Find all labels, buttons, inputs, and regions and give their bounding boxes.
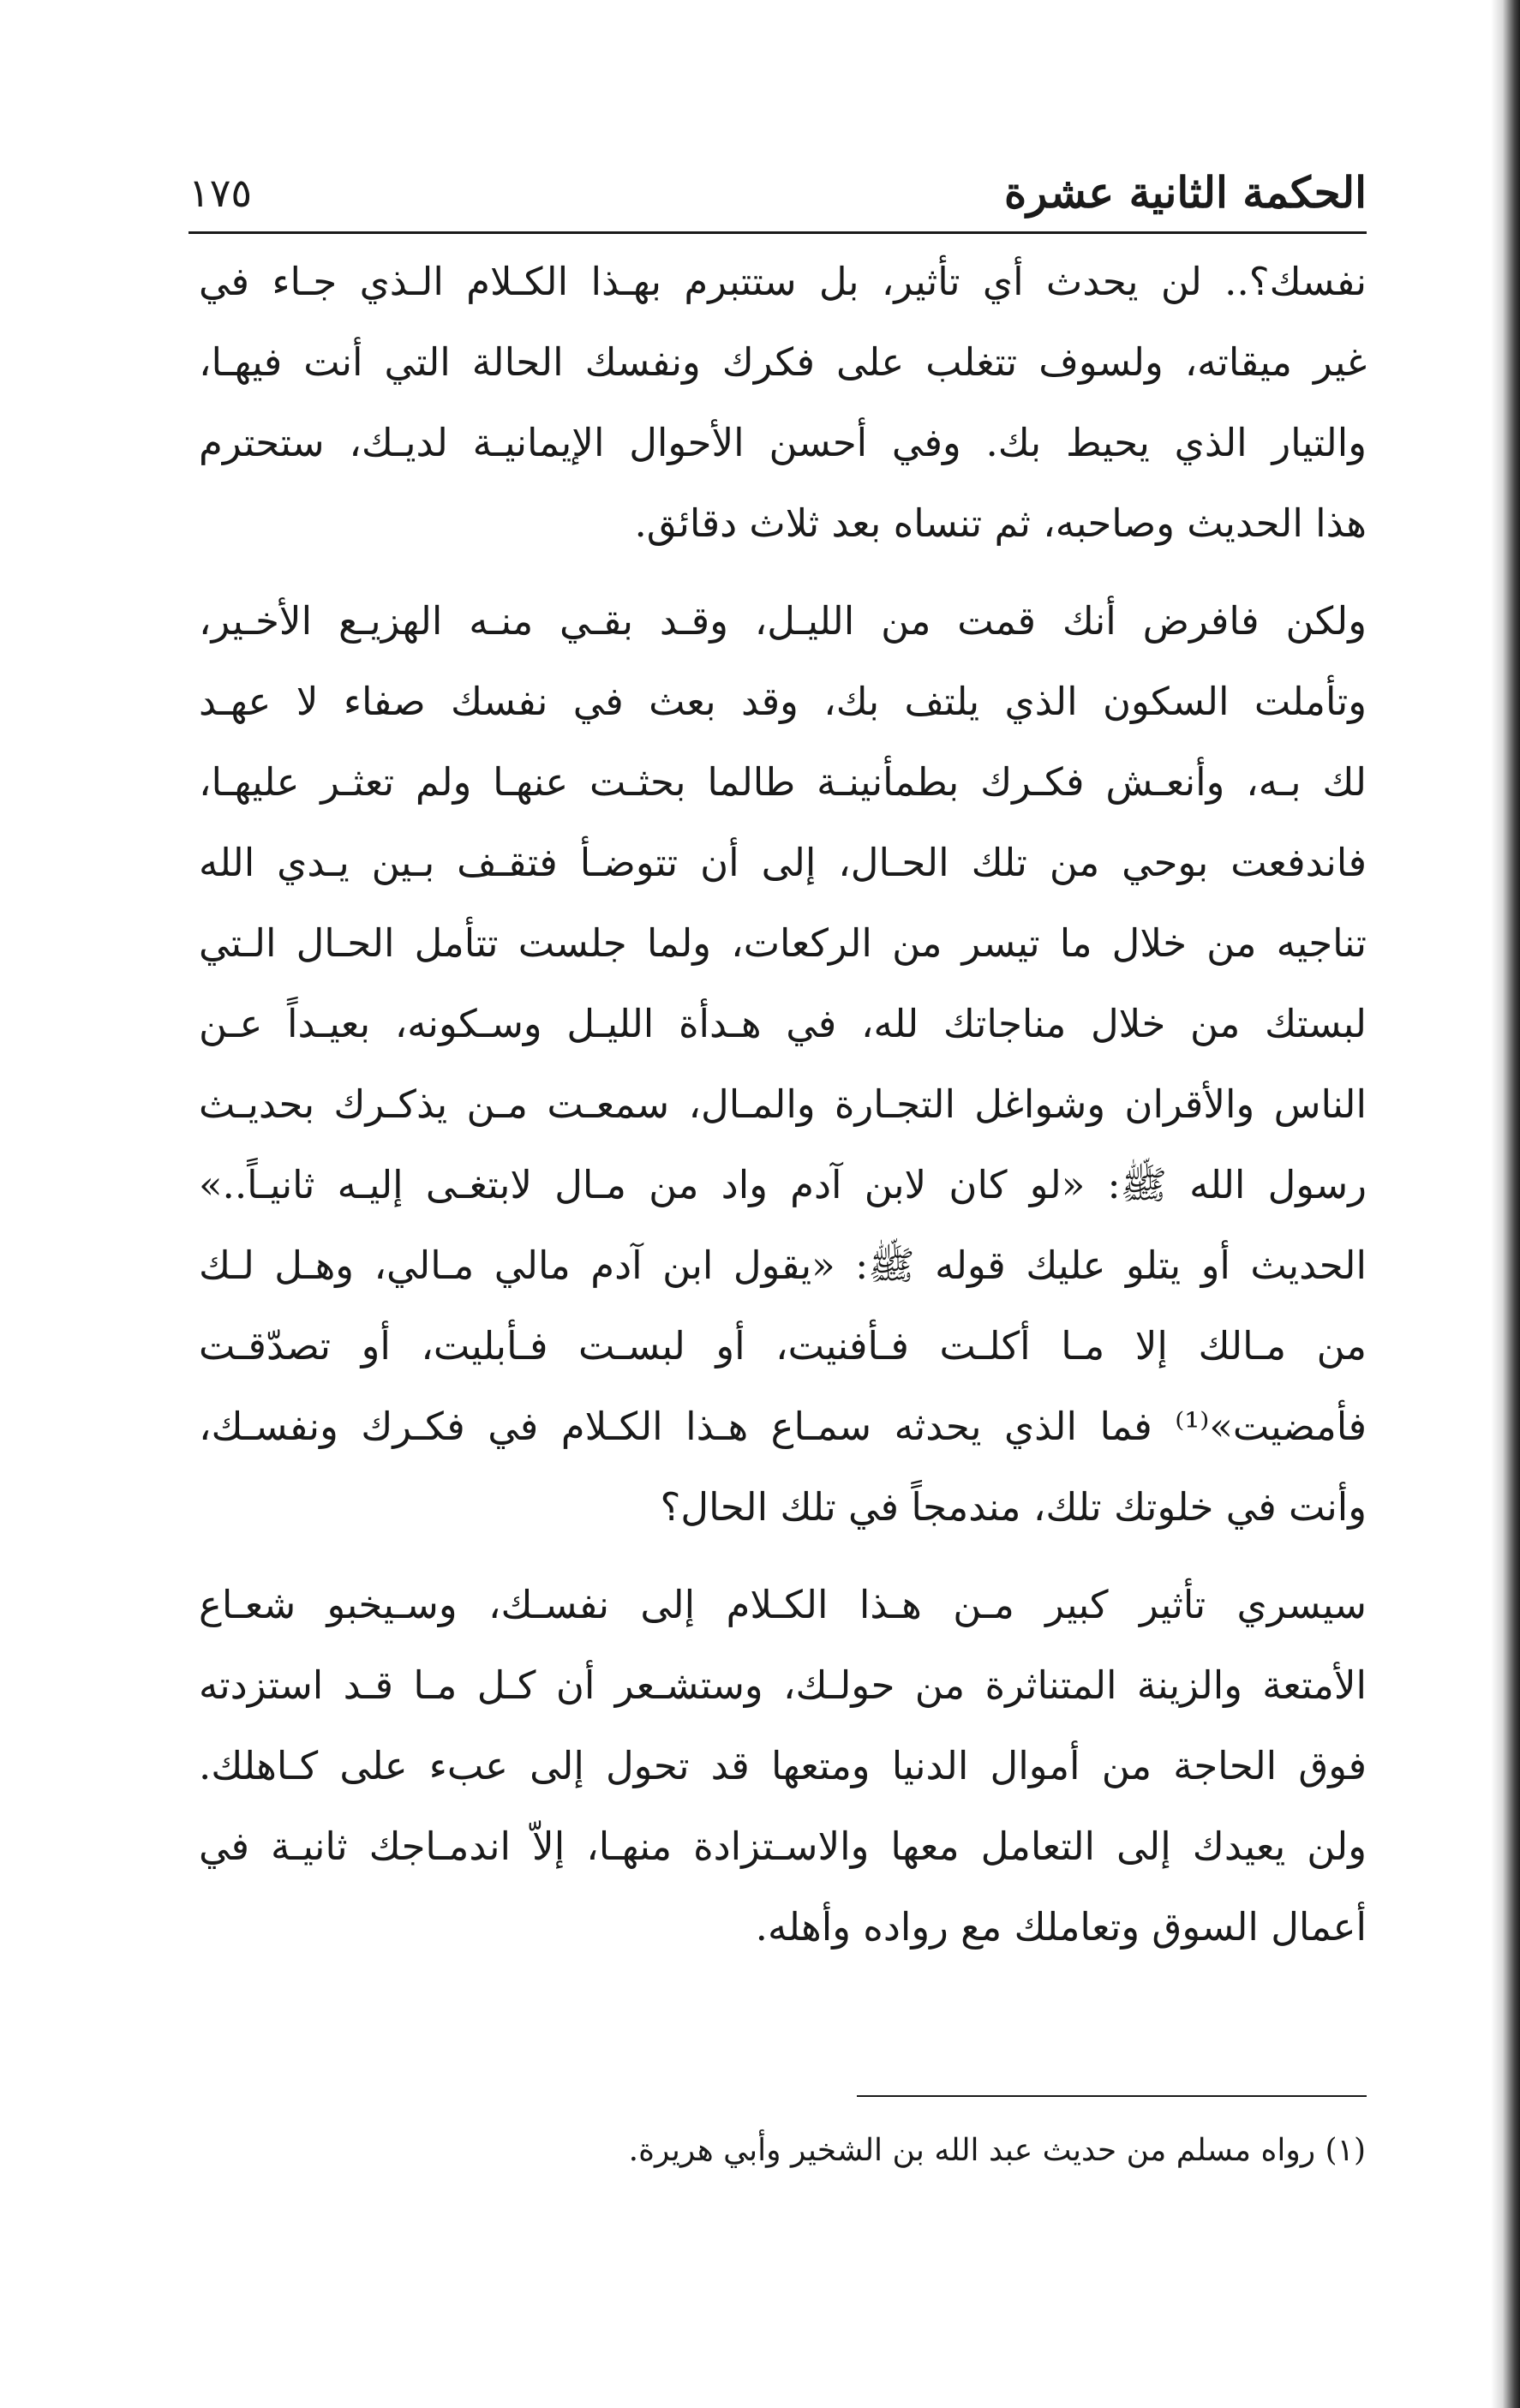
paragraph-2 xyxy=(199,581,1367,1548)
chapter-title: الحكمة الثانية عشرة xyxy=(1003,167,1367,218)
text-line: نفسك؟.. لن يحدث أي تأثير، بل ستتبرم بهـذا الكـلام الـذي جـاء في xyxy=(199,259,1367,304)
text-line: رسول الله ﷺ: «لو كان لابن آدم واد من مـال لابتغـى إليـه ثانيـاً..» xyxy=(199,1162,1367,1207)
text-line: تناجيه من خلال ما تيسر من الركعات، ولما جلست تتأمل الحـال الـتي xyxy=(199,920,1367,966)
text-line: والتيار الذي يحيط بك. وفي أحسن الأحوال الإيمانيـة لديـك، ستحترم xyxy=(199,420,1367,465)
text-line: وتأملت السكون الذي يلتف بك، وقد بعث في نفسك صفاء لا عهـد xyxy=(199,679,1367,724)
text-line: سيسري تأثير كبير مـن هـذا الكـلام إلى نفسـك، وسـيخبو شعـاع xyxy=(199,1582,1367,1627)
paragraph-1 xyxy=(199,242,1367,564)
scan-edge-shadow xyxy=(1491,0,1520,2408)
text-line: الحديث أو يتلو عليك قوله ﷺ: «يقول ابن آدم مالي مـالي، وهـل لـك xyxy=(199,1243,1367,1288)
text-line: هذا الحديث وصاحبه، ثم تنساه بعد ثلاث دقائق. xyxy=(634,500,1367,546)
text-line: الناس والأقران وشواغل التجـارة والمـال، سمعـت مـن يذكـرك بحديـث xyxy=(199,1081,1367,1127)
paragraph-3 xyxy=(199,1565,1367,1968)
text-line: وأنت في خلوتك تلك، مندمجاً في تلك الحال؟ xyxy=(660,1484,1367,1530)
text-line: لك بـه، وأنعـش فكـرك بطمأنينـة طالما بحثـت عنهـا ولم تعثـر عليهـا، xyxy=(199,759,1367,805)
text-line: غير ميقاته، ولسوف تتغلب على فكرك ونفسك الحالة التي أنت فيهـا، xyxy=(199,339,1367,385)
header-divider xyxy=(189,231,1367,234)
paragraph-gap xyxy=(199,564,1367,581)
main-text xyxy=(199,242,1367,1968)
text-line: ولن يعيدك إلى التعامل معها والاسـتزادة منهـا، إلاّ اندمـاجك ثانيـة في xyxy=(199,1824,1367,1869)
text-line: فوق الحاجة من أموال الدنيا ومتعها قد تحول إلى عبء على كـاهلك. xyxy=(199,1743,1367,1788)
footnote: (١) رواه مسلم من حديث عبد الله بن الشخير وأبي هريرة. xyxy=(628,2133,1366,2168)
text-line: من مـالك إلا مـا أكلـت فـأفنيت، أو لبسـت فـأبليت، أو تصدّقـت xyxy=(199,1323,1367,1369)
text-line: لبستك من خلال مناجاتك لله، في هـدأة الليـل وسـكونه، بعيـداً عـن xyxy=(199,1001,1367,1046)
text-line: ولكن فافرض أنك قمت من الليـل، وقـد بقـي منـه الهزيـع الأخـير، xyxy=(199,598,1367,644)
text-line: أعمال السوق وتعاملك مع رواده وأهله. xyxy=(755,1904,1367,1950)
text-line: فأمضيت»⁽¹⁾ فما الذي يحدثه سمـاع هـذا الكـلام في فكـرك ونفسـك، xyxy=(199,1404,1367,1449)
text-line: فاندفعت بوحي من تلك الحـال، إلى أن تتوضـأ فتقـف بـين يـدي الله xyxy=(199,840,1367,885)
paragraph-gap xyxy=(199,1548,1367,1565)
footnote-divider xyxy=(857,2095,1367,2097)
page-number: ١٧٥ xyxy=(189,170,253,216)
running-header xyxy=(189,159,1367,227)
text-line: الأمتعة والزينة المتناثرة من حولـك، وستشـعر أن كـل مـا قـد استزدته xyxy=(199,1662,1367,1708)
